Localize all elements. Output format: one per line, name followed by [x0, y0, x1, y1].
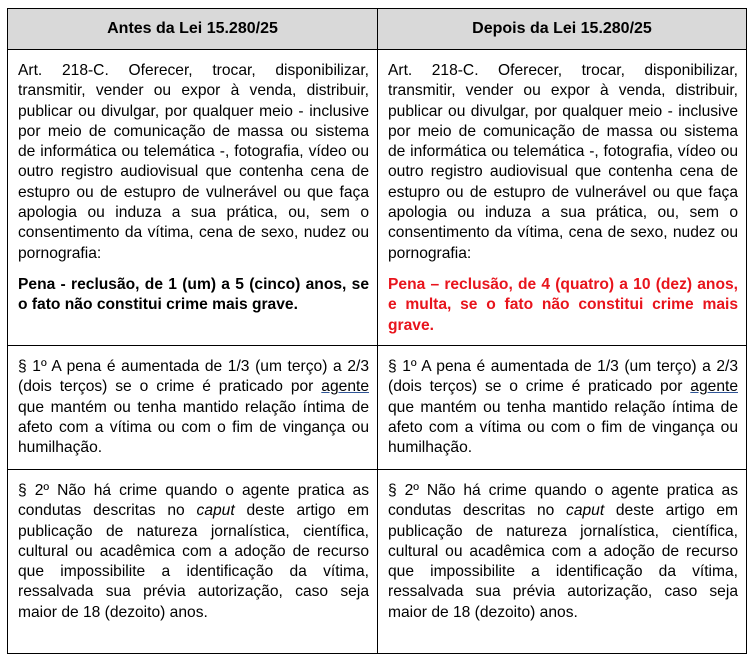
cell-after-p1	[378, 346, 747, 470]
paragraph-text-end: deste artigo em publicação de natureza jornalística, científica, cultural ou acadêmica com a adoção de recurso que impossibilite a identificação da vítima, ressalvada sua prévia autorização, caso seja maior de 18 (dezoito) anos.	[388, 502, 738, 621]
paragraph-text	[18, 481, 369, 623]
table-row-paragraph-1	[8, 346, 747, 470]
cell-after-p2	[378, 470, 747, 654]
paragraph-text	[388, 357, 738, 458]
header-after: Depois da Lei 15.280/25	[378, 9, 747, 50]
penalty-text: Pena - reclusão, de 1 (um) a 5 (cinco) anos, se o fato não constitui crime mais grave.	[18, 275, 369, 314]
table-row-paragraph-2	[8, 470, 747, 654]
paragraph-text-start: § 1º A pena é aumentada de 1/3 (um terço) a 2/3 (dois terços) se o crime é praticado por	[18, 358, 369, 396]
paragraph-text-end: deste artigo em publicação de natureza jornalística, científica, cultural ou acadêmica com a adoção de recurso que impossibilite a identificação da vítima, ressalvada sua prévia autorização, caso seja maior de 18 (dezoito) anos.	[18, 502, 369, 621]
paragraph-text	[18, 357, 369, 458]
article-text: Art. 218-C. Oferecer, trocar, disponibilizar, transmitir, vender ou expor à venda, distribuir, publicar ou divulgar, por qualquer meio - inclusive por meio de comunicação de massa ou sistema de informática ou telemática -, fotografia, vídeo ou outro registro audiovisual que contenha cena de estupro ou de estupro de vulnerável ou que faça apologia ou induza a sua prática, ou, sem o consentimento da vítima, cena de sexo, nudez ou pornografia:	[388, 62, 738, 262]
cell-after-art	[378, 50, 747, 346]
cell-before-p1	[8, 346, 378, 470]
comparison-table	[7, 8, 747, 654]
underlined-word: agente	[690, 378, 738, 396]
paragraph-text-end: que mantém ou tenha mantido relação íntima de afeto com a vítima ou com o fim de vingança ou humilhação.	[388, 398, 738, 457]
article-text: Art. 218-C. Oferecer, trocar, disponibilizar, transmitir, vender ou expor à venda, distribuir, publicar ou divulgar, por qualquer meio - inclusive por meio de comunicação de massa ou sistema de informática ou telemática -, fotografia, vídeo ou outro registro audiovisual que contenha cena de estupro ou de estupro de vulnerável ou que faça apologia ou induza a sua prática, ou, sem o consentimento da vítima, cena de sexo, nudez ou pornografia:	[18, 62, 369, 262]
paragraph-text-start: § 2º Não há crime quando o agente pratica as condutas descritas no	[388, 482, 738, 520]
table-row-art-218c	[8, 50, 747, 346]
cell-before-p2	[8, 470, 378, 654]
header-row	[8, 9, 747, 50]
paragraph-text	[388, 481, 738, 623]
paragraph-text-end: que mantém ou tenha mantido relação íntima de afeto com a vítima ou com o fim de vingança ou humilhação.	[18, 398, 369, 457]
underlined-word: agente	[321, 378, 369, 396]
header-before: Antes da Lei 15.280/25	[8, 9, 378, 50]
paragraph-text-start: § 1º A pena é aumentada de 1/3 (um terço) a 2/3 (dois terços) se o crime é praticado por	[388, 358, 738, 396]
cell-before-art	[8, 50, 378, 346]
italic-word: caput	[566, 502, 605, 520]
paragraph-text-start: § 2º Não há crime quando o agente pratica as condutas descritas no	[18, 482, 369, 520]
italic-word: caput	[196, 502, 235, 520]
penalty-text-changed: Pena – reclusão, de 4 (quatro) a 10 (dez) anos, e multa, se o fato não constitui crime mais grave.	[388, 275, 738, 334]
